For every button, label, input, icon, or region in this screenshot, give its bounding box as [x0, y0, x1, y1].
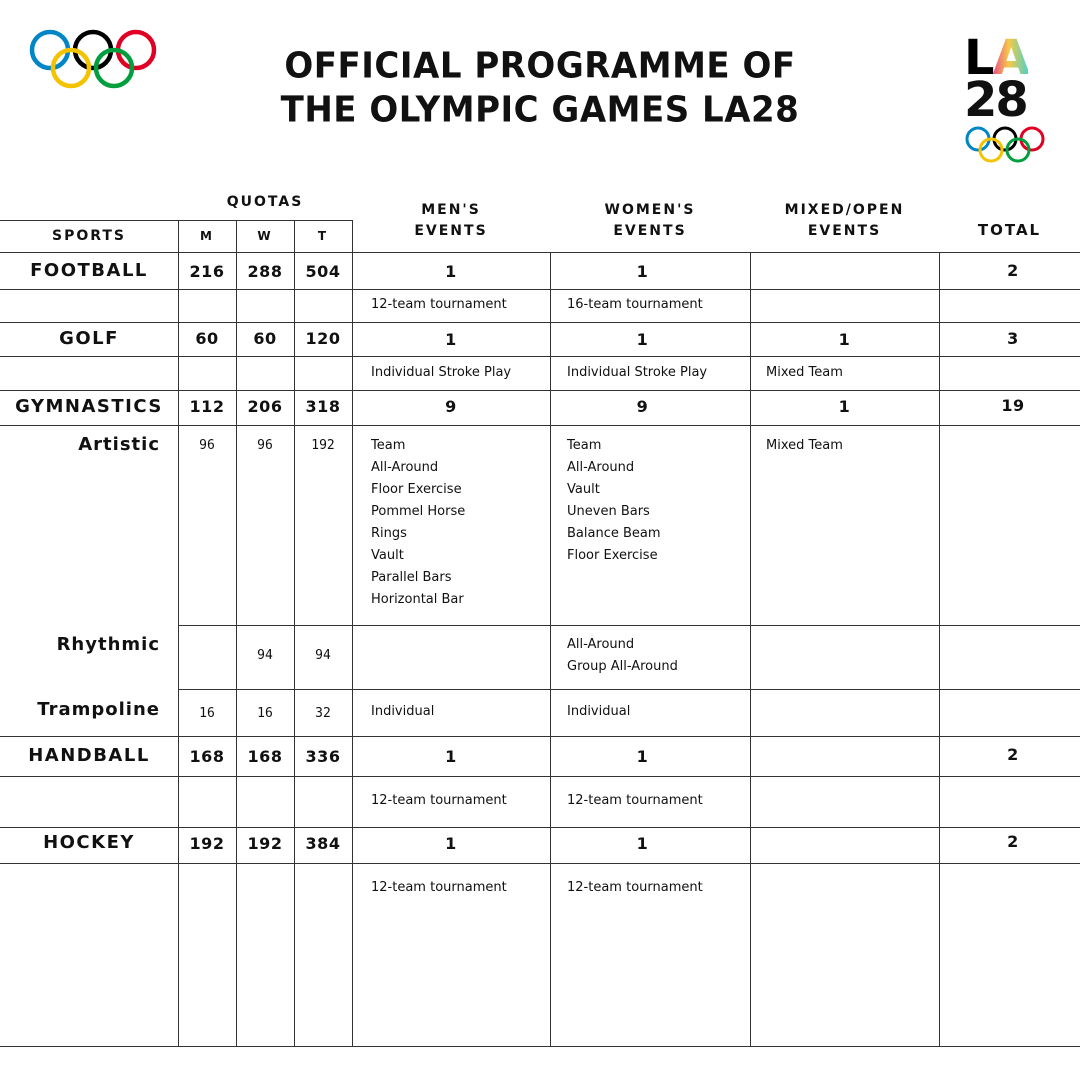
mens-events-header-line2: EVENTS — [414, 223, 488, 239]
quota-w: 192 — [247, 834, 283, 853]
discipline-name: Trampoline — [37, 699, 160, 720]
mixed-count: 1 — [838, 330, 851, 349]
quota-t: 504 — [305, 262, 341, 281]
la28-logo — [962, 30, 1052, 164]
sports-header: SPORTS — [51, 228, 127, 244]
womens-count: 1 — [636, 747, 649, 766]
quota-w: 60 — [253, 329, 277, 348]
mens-count: 9 — [445, 397, 457, 416]
list-item: Floor Exercise — [567, 548, 658, 563]
small-olympic-rings-icon — [964, 126, 1046, 164]
mens-count: 1 — [445, 834, 457, 853]
quota-t: 318 — [305, 397, 341, 416]
mens-events-header — [352, 200, 550, 242]
list-item: Vault — [567, 482, 600, 497]
list-item: Team — [371, 438, 406, 453]
mens-count: 1 — [445, 330, 457, 349]
mens-event-detail: Individual — [371, 704, 435, 719]
quota-t: 120 — [305, 329, 341, 348]
quota-w: 16 — [257, 706, 273, 721]
sport-name: HOCKEY — [43, 832, 135, 853]
sport-name: GOLF — [59, 328, 119, 349]
la28-logo-top: LA — [964, 30, 1028, 86]
quota-w-header: W — [257, 229, 273, 243]
mixed-events-header-line1: MIXED/OPEN — [784, 202, 905, 218]
quotas-header: QUOTAS — [226, 194, 304, 210]
page-title — [0, 44, 1080, 132]
total-header: TOTAL — [977, 221, 1042, 239]
womens-count: 1 — [636, 834, 649, 853]
discipline-name: Rhythmic — [56, 634, 160, 655]
mixed-count: 1 — [838, 397, 851, 416]
list-item: Vault — [371, 548, 404, 563]
quota-m: 16 — [199, 706, 215, 721]
quota-w: 288 — [247, 262, 283, 281]
mixed-event-detail: Mixed Team — [766, 365, 843, 380]
total-count: 19 — [1001, 396, 1025, 415]
list-item: Rings — [371, 526, 407, 541]
mens-event-detail: 12-team tournament — [371, 880, 507, 895]
la28-logo-bottom: 28 — [964, 72, 1027, 128]
womens-event-detail: Individual Stroke Play — [567, 365, 708, 380]
list-item: Balance Beam — [567, 526, 661, 541]
quota-t: 336 — [305, 747, 341, 766]
womens-event-detail: 16-team tournament — [567, 297, 703, 312]
mens-event-detail: 12-team tournament — [371, 793, 507, 808]
womens-events-header-line2: EVENTS — [613, 223, 687, 239]
list-item: Parallel Bars — [371, 570, 452, 585]
womens-count: 1 — [636, 330, 649, 349]
list-item: All-Around — [567, 637, 635, 652]
mens-events-header-line1: MEN'S — [421, 202, 481, 218]
womens-event-detail: Individual — [567, 704, 631, 719]
quota-m-header: M — [200, 229, 214, 243]
list-item: Group All-Around — [567, 659, 678, 674]
list-item: Horizontal Bar — [371, 592, 464, 607]
quota-m: 192 — [189, 834, 225, 853]
title-line-1: OFFICIAL PROGRAMME OF — [284, 44, 796, 87]
womens-event-detail: 12-team tournament — [567, 880, 703, 895]
quota-t: 94 — [315, 648, 331, 663]
quota-t: 192 — [311, 438, 335, 453]
quota-w: 206 — [247, 397, 283, 416]
quota-m: 216 — [189, 262, 225, 281]
list-item: Floor Exercise — [371, 482, 462, 497]
list-item: Team — [567, 438, 602, 453]
womens-events-header-line1: WOMEN'S — [604, 202, 696, 218]
quota-m: 112 — [189, 397, 225, 416]
discipline-name: Artistic — [78, 434, 160, 455]
total-count: 3 — [1007, 329, 1019, 348]
sport-name: FOOTBALL — [30, 260, 148, 281]
mixed-events-header-line2: EVENTS — [807, 223, 882, 239]
quota-w: 94 — [257, 648, 273, 663]
quota-m: 168 — [189, 747, 225, 766]
sport-name: GYMNASTICS — [15, 396, 163, 417]
quota-t: 32 — [315, 706, 331, 721]
total-count: 2 — [1007, 261, 1019, 280]
title-line-2: THE OLYMPIC GAMES LA28 — [280, 89, 800, 132]
mens-event-list — [371, 435, 465, 611]
sport-name: HANDBALL — [28, 745, 150, 766]
list-item: Uneven Bars — [567, 504, 650, 519]
womens-event-list — [567, 435, 661, 567]
list-item: Pommel Horse — [371, 504, 466, 519]
mens-count: 1 — [445, 262, 457, 281]
total-count: 2 — [1007, 745, 1019, 764]
list-item: All-Around — [371, 460, 439, 475]
list-item: All-Around — [567, 460, 635, 475]
quota-t-header: T — [317, 229, 329, 243]
mixed-events-header — [750, 200, 939, 242]
mens-event-detail: 12-team tournament — [371, 297, 507, 312]
quota-t: 384 — [305, 834, 341, 853]
quota-w: 168 — [247, 747, 283, 766]
womens-events-header — [550, 200, 750, 242]
list-item: Mixed Team — [766, 438, 843, 453]
quota-m: 60 — [195, 329, 219, 348]
mens-event-detail: Individual Stroke Play — [371, 365, 512, 380]
womens-count: 9 — [636, 397, 649, 416]
mixed-event-list — [766, 435, 843, 457]
womens-count: 1 — [636, 262, 649, 281]
total-count: 2 — [1007, 832, 1019, 851]
womens-event-detail: 12-team tournament — [567, 793, 703, 808]
quota-m: 96 — [199, 438, 215, 453]
mens-count: 1 — [445, 747, 457, 766]
womens-event-list — [567, 634, 678, 678]
quota-w: 96 — [257, 438, 273, 453]
